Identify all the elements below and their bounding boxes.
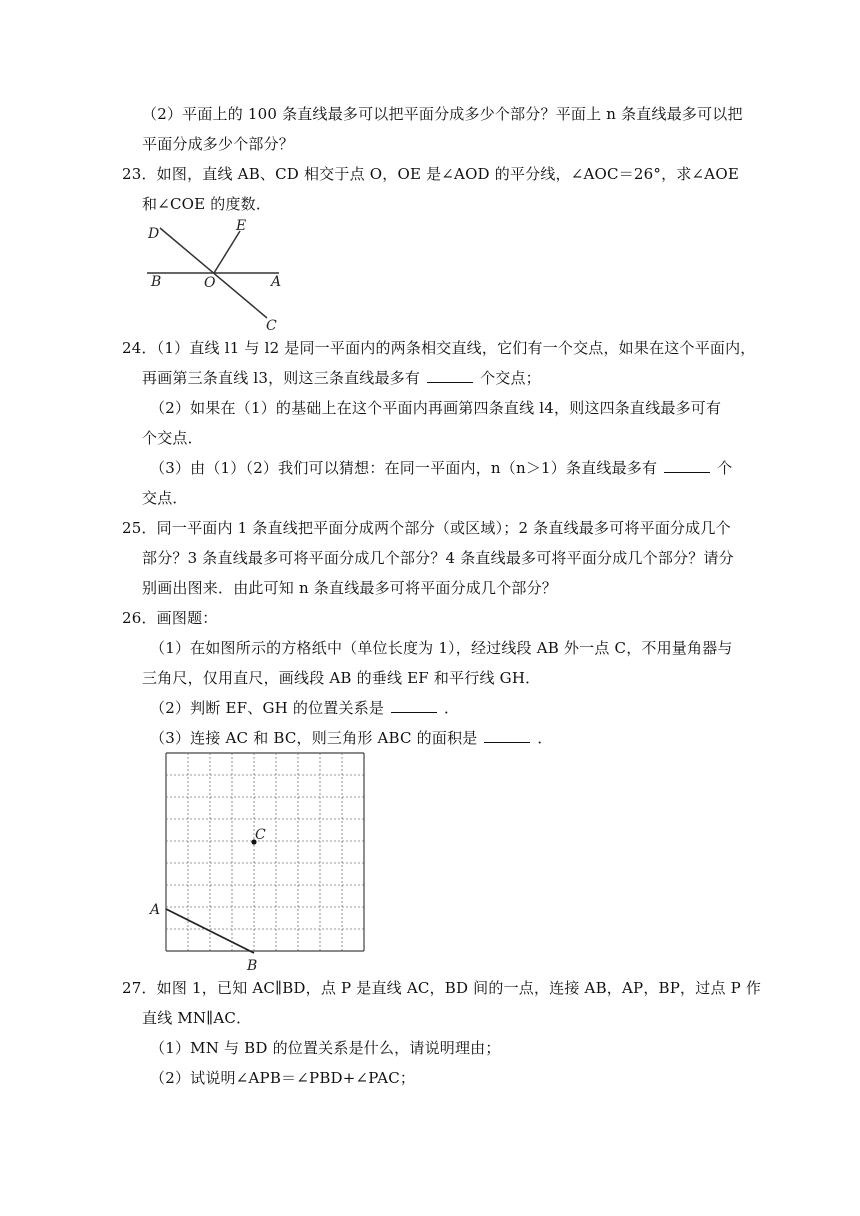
text-line: （1）在如图所示的方格纸中（单位长度为 1），经过线段 AB 外一点 C，不用量角器与 [150, 639, 733, 657]
text-segment: 再画第三条直线 l3，则这三条直线最多有 [142, 369, 421, 387]
question-26: 26．画图题： [122, 609, 218, 627]
text-line: 交点． [142, 489, 188, 507]
text-line: 三角尺，仅用直尺，画线段 AB 的垂线 EF 和平行线 GH． [142, 669, 541, 687]
text-line: （1）MN 与 BD 的位置关系是什么，请说明理由； [150, 1039, 501, 1057]
text-line: 个交点． [142, 429, 203, 447]
label-B: B [247, 958, 258, 974]
text-segment: ． [537, 729, 553, 747]
figure-23 [142, 218, 292, 336]
text-line: 平面分成多少个部分？ [142, 135, 295, 153]
question-27: 27．如图 1，已知 AC∥BD，点 P 是直线 AC，BD 间的一点，连接 AB，AP，BP，过点 P 作 [122, 979, 762, 997]
text-line: 直线 MN∥AC． [142, 1009, 252, 1027]
label-A: A [150, 902, 161, 918]
label-D: D [148, 226, 160, 242]
label-C: C [255, 827, 266, 843]
label-A: A [271, 274, 282, 290]
text-line: 和∠COE 的度数． [142, 195, 272, 213]
text-segment: （3）由（1）（2）我们可以猜想：在同一平面内，n（n＞1）条直线最多有 [150, 459, 658, 477]
figure-26-grid [146, 748, 376, 976]
answer-blank [484, 728, 530, 743]
text-segment: （2）判断 EF、GH 的位置关系是 [150, 699, 385, 717]
text-segment: ． [444, 699, 460, 717]
text-line: （2）平面上的 100 条直线最多可以把平面分成多少个部分？平面上 n 条直线最多可以把 [142, 105, 743, 123]
answer-blank [427, 368, 473, 383]
text-line [150, 458, 732, 478]
text-segment: （3）连接 AC 和 BC，则三角形 ABC 的面积是 [150, 729, 478, 747]
question-23: 23．如图，直线 AB、CD 相交于点 O，OE 是∠AOD 的平分线，∠AOC＝26°，求∠AOE [122, 165, 739, 183]
answer-blank [664, 458, 710, 473]
label-C: C [266, 318, 277, 334]
text-line: 别画出图来．由此可知 n 条直线最多可将平面分成几个部分？ [142, 579, 557, 597]
text-line: （2）试说明∠APB＝∠PBD+∠PAC； [150, 1069, 416, 1087]
label-E: E [236, 218, 247, 234]
text-line: （2）如果在（1）的基础上在这个平面内再画第四条直线 l4，则这四条直线最多可有 [150, 399, 722, 417]
text-line [150, 698, 459, 718]
question-25: 25．同一平面内 1 条直线把平面分成两个部分（或区域）；2 条直线最多可将平面分成几个 [122, 519, 731, 537]
text-line [150, 728, 553, 748]
answer-blank [391, 698, 437, 713]
text-segment: 个交点； [480, 369, 541, 387]
grid-paper [166, 753, 364, 951]
question-24: 24．（1）直线 l1 与 l2 是同一平面内的两条相交直线，它们有一个交点，如果在这个平面内， [122, 339, 756, 357]
text-segment: 个 [717, 459, 733, 477]
text-line: 部分？3 条直线最多可将平面分成几个部分？4 条直线最多可将平面分成几个部分？请分 [142, 549, 734, 567]
label-O: O [204, 275, 216, 291]
text-line [142, 368, 541, 388]
label-B: B [151, 274, 162, 290]
